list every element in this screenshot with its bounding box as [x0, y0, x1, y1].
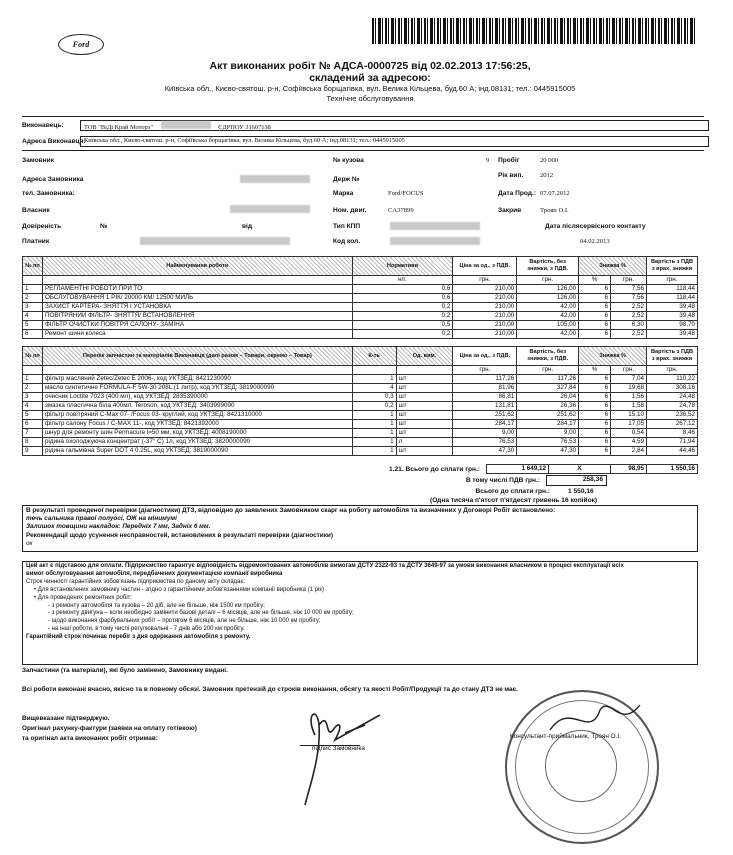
part-name: фільтр повітряний C-Max 07- /Focus 03- круглий, код УКТЗЕД: 8421310000: [42, 411, 352, 420]
part-sum: 76,53: [517, 438, 579, 447]
part-discount-pct: 6: [579, 402, 611, 411]
unit: %: [579, 366, 611, 375]
unit: грн.: [453, 276, 517, 285]
row-no: 2: [23, 294, 43, 303]
work-discount-sum: 7,56: [611, 285, 647, 294]
mileage-label: Пробіг: [498, 157, 520, 164]
body-no-value: 9: [486, 157, 490, 164]
warranty-line: Строк чинності гарантійних зобов'язань підприємства по даному акту складає:: [26, 578, 246, 585]
diag-intro: В результаті проведеної перевірки (діагностики) ДТЗ, відповідно до заявлених Замовником скарг на роботу автомобіля та визначених у Договорі Робіт встановлено:: [26, 507, 556, 514]
poa-from-label: від: [242, 223, 253, 230]
part-sum: 26,36: [517, 402, 579, 411]
part-price: 284,17: [453, 420, 517, 429]
part-total: 110,22: [647, 375, 698, 384]
works-col-name: Найменування роботи: [42, 257, 352, 276]
sale-date-label: Дата Прод.:: [498, 190, 537, 197]
unit: грн.: [647, 276, 698, 285]
row-no: 8: [23, 438, 43, 447]
act-address: Київська обл., Києво-святош. р-н, Софіївська борщагівка, вул. Велика Кільцева, буд.60 А; інд.08131; тел.: 0445915005: [164, 84, 576, 93]
work-norm: 0,2: [352, 330, 453, 339]
works-col-price: Ціна за од., з ПДВ.: [453, 257, 517, 276]
part-total: 71,94: [647, 438, 698, 447]
redacted: [390, 222, 480, 230]
part-sum: 251,62: [517, 411, 579, 420]
totals-row: [486, 464, 698, 474]
warranty-box: Цей акт є підставою для оплати. Підприємство гарантує відповідність відремонтованих автомобілів вимогам ДСТУ 2322-93 та ДСТУ 3649-97 за умови виконання власником в процесі експлуатації всіх вимог обслуговування автомобіля, передбачених документацією компанії виробника Строк чинності гарантійних зобов'язань підприємства по даному акту складає: • Для встановлених замовнику частин - згідно з гарантійними зобов'язаннями компанії виробника (1 рік) • Для проведених ремонтних робіт: - з ремонту автомобіля та кузова – 20 діб, але не більше, ніж 1500 км пробігу; - з ремонту двигуна – коли необхідно замінити базові деталі – 6 місяців, але не більше, ніж 10 000 км пробігу; - щодо виконання фарбувальних робіт – протягом 6 місяців, але не більше, ніж 10 000 км пробігу; - на інші роботи, в тому числі регулювальні - 7 днів або 200 км пробігу. Гарантійний строк починає перебіг з дня одержання автомобіля з ремонту.: [22, 561, 698, 665]
unit: грн.: [453, 366, 517, 375]
year-value: 2012: [540, 172, 554, 179]
executor-name: ТОВ "ВіДі Край Моторз": [84, 124, 153, 131]
part-name: очисник Loctite 7023 (400 мл), код УКТЗЕД: 2835390000: [42, 393, 352, 402]
part-price: 131,81: [453, 402, 517, 411]
work-discount-pct: 6: [579, 285, 611, 294]
work-total: 118,44: [647, 294, 698, 303]
unit: грн.: [517, 366, 579, 375]
act-title-line2: складений за адресою:: [309, 72, 431, 84]
works-col-discount: Знижка %: [579, 257, 647, 276]
act-title-line1: Акт виконаних робіт № АДСА-0000725 від 02.02.2013 17:56:25,: [209, 60, 531, 72]
work-discount-pct: 6: [579, 294, 611, 303]
gearbox-label: Тип КПП: [333, 223, 361, 230]
engine-no-label: Ном. двиг.: [333, 207, 367, 214]
works-col-sum: Вартість, без знижки, з ПДВ.: [517, 257, 579, 276]
work-sum: 126,00: [517, 294, 579, 303]
redacted: [161, 121, 211, 129]
work-name: ЗАХИСТ КАРТЕРА- ЗНЯТТЯ І УСТАНОВКА: [42, 303, 352, 312]
warranty-line: на інші роботи, в тому числі регулювальні - 7 днів або 200 км пробігу.: [51, 626, 245, 633]
part-qty: 1: [352, 447, 396, 456]
part-price: 86,81: [453, 393, 517, 402]
total-with-discount: 1 550,16: [647, 465, 698, 474]
part-unit: л: [396, 438, 453, 447]
table-row: [23, 429, 698, 438]
work-price: 210,00: [453, 294, 517, 303]
part-name: масло синтетичне FORMULA-F 5W-30 208L (1 литр), код УКТЗЕД: 3819000090: [42, 384, 352, 393]
executor-edrpou: ЄДРПОУ 31607138: [218, 124, 271, 131]
pay-value: 1 550,16: [568, 488, 594, 495]
table-row: [23, 411, 698, 420]
unit: грн.: [647, 366, 698, 375]
customer-label: Замовник: [22, 157, 55, 164]
payer-label: Платник: [22, 238, 50, 245]
total-x: X: [549, 465, 611, 474]
sale-date-value: 07.07.2012: [540, 190, 570, 197]
part-total: 44,46: [647, 447, 698, 456]
color-code-label: Код кол.: [333, 238, 361, 245]
vat-label: В тому числі ПДВ грн.:: [465, 477, 540, 484]
work-discount-pct: 6: [579, 303, 611, 312]
parts-col-sum: Вартість, без знижки, з ПДВ.: [517, 347, 579, 366]
parts-returned-note: Запчастини (та матеріали), які було замінено, Замовнику видані.: [22, 667, 228, 674]
redacted: [140, 237, 290, 245]
amount-in-words: (Одна тисяча п'ятсот п'ятдесят гривень 16 копійок): [430, 497, 598, 504]
part-name: змазка пластична біла 400мл. Teroson, код УКТЗЕД: 3403999090: [42, 402, 352, 411]
diag-brake-pads: Залишок товщини накладок: Передніх 7 мм, Задніх 6 мм.: [26, 523, 211, 531]
work-discount-pct: 6: [579, 312, 611, 321]
part-name: рідина охолоджуюча концентрат (-37° С) 1л, код УКТЗЕД: 3820000090: [42, 438, 352, 447]
work-discount-sum: 2,52: [611, 312, 647, 321]
customer-address-label: Адреса Замовника: [22, 176, 84, 183]
work-price: 210,00: [453, 312, 517, 321]
diag-finding: течь сальника правої полуосі, ОЖ на мінимумі: [26, 515, 177, 523]
work-total: 118,44: [647, 285, 698, 294]
work-discount-pct: 6: [579, 330, 611, 339]
parts-col-qty: К-ть: [352, 347, 396, 366]
part-discount-pct: 6: [579, 420, 611, 429]
make-label: Марка: [333, 190, 354, 197]
body-no-label: № кузова: [333, 157, 364, 164]
table-row: [23, 303, 698, 312]
work-norm: 0,2: [352, 312, 453, 321]
executor-label: Виконавець:: [22, 122, 64, 129]
part-price: 9,00: [453, 429, 517, 438]
unit: грн.: [611, 366, 647, 375]
table-row: [23, 447, 698, 456]
redacted: [240, 175, 310, 183]
warranty-line: з ремонту автомобіля та кузова – 20 діб, але не більше, ніж 1500 км пробігу;: [51, 602, 265, 609]
work-sum: 42,00: [517, 312, 579, 321]
work-name: ПОВІТРЯНИЙ ФІЛЬТР- ЗНЯТТЯ/ ВСТАНОВЛЕННЯ: [42, 312, 352, 321]
row-no: 1: [23, 285, 43, 294]
warranty-line: Гарантійний строк починає перебіг з дня одержання автомобіля з ремонту.: [26, 634, 251, 641]
part-qty: 0,2: [352, 402, 396, 411]
parts-col-price: Ціна за од., з ПДВ.: [453, 347, 517, 366]
table-row: [23, 375, 698, 384]
work-sum: 42,00: [517, 303, 579, 312]
part-qty: 1: [352, 411, 396, 420]
diag-recommendation-label: Рекомендації щодо усунення несправностей, встановлених в результаті перевірки (діагностики): [26, 531, 333, 539]
row-no: 5: [23, 411, 43, 420]
part-discount-pct: 6: [579, 429, 611, 438]
work-norm: 0,2: [352, 303, 453, 312]
table-row: [23, 402, 698, 411]
part-sum: 327,84: [517, 384, 579, 393]
works-col-no: № пп: [23, 257, 43, 276]
work-name: ОБСЛУГОВУВАННЯ 1 РІК/ 20000 КМ/ 12500 МИЛЬ: [42, 294, 352, 303]
part-discount-pct: 6: [579, 438, 611, 447]
parts-table: [22, 346, 698, 456]
part-qty: 1: [352, 420, 396, 429]
part-unit: шт: [396, 411, 453, 420]
row-no: 9: [23, 447, 43, 456]
executor-signature-caption: Консультант-приймальник, Троян О.І.: [510, 733, 621, 740]
part-discount-pct: 6: [579, 384, 611, 393]
row-no: 6: [23, 420, 43, 429]
executor-address-label: Адреса Виконавця:: [22, 138, 86, 145]
table-row: [23, 321, 698, 330]
part-discount-pct: 6: [579, 411, 611, 420]
work-total: 39,48: [647, 303, 698, 312]
work-discount-sum: 6,30: [611, 321, 647, 330]
closed-by-value: Троян О.І.: [540, 207, 569, 214]
row-no: 3: [23, 393, 43, 402]
row-no: 5: [23, 321, 43, 330]
part-unit: шт: [396, 429, 453, 438]
work-name: РЕГЛАМЕНТНІ РОБОТИ ПРИ ТО: [42, 285, 352, 294]
part-name: фільтр масляний Zetec/Zetec E 2006-, код УКТЗЕД: 8421230090: [42, 375, 352, 384]
ford-logo: Ford: [58, 34, 104, 55]
work-price: 210,00: [453, 321, 517, 330]
invoice-received-label: Оригінал рахунку-фактури (заявки на оплату готівкою): [22, 725, 197, 732]
divider: [22, 150, 704, 151]
part-discount-sum: 4,59: [611, 438, 647, 447]
row-no: 3: [23, 303, 43, 312]
year-label: Рік вип.: [498, 172, 524, 179]
part-name: фільтр салону Focus / C-MAX 11-, код УКТЗЕД: 8421392000: [42, 420, 352, 429]
warranty-line: Для проведених ремонтних робіт:: [37, 594, 133, 601]
mileage-value: 20 000: [540, 157, 559, 164]
work-norm: 0,6: [352, 285, 453, 294]
diag-recommendation: ок: [26, 539, 33, 547]
work-discount-pct: 6: [579, 321, 611, 330]
part-sum: 284,17: [517, 420, 579, 429]
part-qty: 1: [352, 375, 396, 384]
post-service-contact-value: 04.02.2013: [580, 238, 610, 245]
part-total: 267,12: [647, 420, 698, 429]
engine-no-value: CA37899: [388, 207, 414, 214]
row-no: 6: [23, 330, 43, 339]
owner-label: Власник: [22, 207, 50, 214]
act-received-label: та оригінал акта виконаних робіт отримав:: [22, 735, 158, 742]
warranty-line: Цей акт є підставою для оплати. Підприємство гарантує відповідність відремонтованих автомобілів вимогам ДСТУ 2322-93 та ДСТУ 3649-97 за умови виконання власником в процесі експлуатації всіх: [26, 563, 624, 569]
part-name: рідина гальмівна Super DOT 4 0.25L, код УКТЗЕД: 3819000090: [42, 447, 352, 456]
barcode: [372, 18, 697, 44]
poa-no-label: №: [100, 223, 108, 230]
unit: грн.: [517, 276, 579, 285]
part-sum: 47,30: [517, 447, 579, 456]
service-type: Технічне обслуговування: [326, 94, 414, 103]
part-sum: 117,26: [517, 375, 579, 384]
row-no: 1: [23, 375, 43, 384]
row-no: 4: [23, 402, 43, 411]
total-label: 1.21. Всього до сплати грн.:: [389, 466, 480, 473]
part-discount-sum: 19,68: [611, 384, 647, 393]
part-qty: 1: [352, 438, 396, 447]
work-sum: 105,00: [517, 321, 579, 330]
executor-name-field: [80, 120, 709, 131]
diagnostics-box: [22, 505, 698, 552]
table-row: [23, 438, 698, 447]
table-row: [23, 393, 698, 402]
work-sum: 126,00: [517, 285, 579, 294]
unit: н/г.: [352, 276, 453, 285]
work-discount-sum: 7,56: [611, 294, 647, 303]
work-discount-sum: 2,52: [611, 303, 647, 312]
part-price: 81,96: [453, 384, 517, 393]
work-total: 39,48: [647, 312, 698, 321]
part-discount-sum: 0,54: [611, 429, 647, 438]
parts-col-name: Перелік запчастин та матеріалів Виконавця (далі разом – Товари, окремо – Товар): [42, 347, 352, 366]
redacted: [230, 205, 310, 213]
work-total: 98,70: [647, 321, 698, 330]
table-row: [23, 330, 698, 339]
table-row: [23, 312, 698, 321]
part-discount-sum: 17,05: [611, 420, 647, 429]
work-accepted-note: Всі роботи виконані вчасно, якісно та в повному обсязі. Замовник претензій до строків виконання, обсягу та якості Робіт/Продукції та до стану ДТЗ не має.: [22, 686, 518, 693]
confirm-label: Вищевказане підтверджую.: [22, 715, 110, 722]
part-discount-sum: 15,10: [611, 411, 647, 420]
table-row: [23, 285, 698, 294]
part-unit: шт: [396, 402, 453, 411]
parts-col-unit: Од. вим.: [396, 347, 453, 366]
work-norm: 0,6: [352, 294, 453, 303]
works-col-norm: Нормативи: [352, 257, 453, 276]
part-unit: шт: [396, 420, 453, 429]
customer-phone-label: тел. Замовника:: [22, 190, 75, 197]
executor-address: Київська обл., Києво-святош. р-н, Софіївська борщагівка, вул. Велика Кільцева, буд.60 А; інд.08131; тел.: 0445915005: [80, 136, 709, 147]
works-col-total: Вартість з ПДВ з врах. знижки: [647, 257, 698, 276]
work-total: 39,48: [647, 330, 698, 339]
part-price: 251,62: [453, 411, 517, 420]
row-no: 7: [23, 429, 43, 438]
power-of-attorney-label: Довіреність: [22, 223, 62, 230]
work-name: ФІЛЬТР ОЧИСТКИ ПОВІТРЯ САЛОНУ- ЗАМІНА: [42, 321, 352, 330]
parts-col-no: № пп: [23, 347, 43, 366]
part-qty: 1: [352, 429, 396, 438]
part-discount-sum: 2,84: [611, 447, 647, 456]
part-name: шнур для ремонту шин Permacure l=50 мм, код УКТЗЕД: 4008190000: [42, 429, 352, 438]
table-row: [23, 384, 698, 393]
part-unit: шт: [396, 384, 453, 393]
total-sum: 1 649,12: [487, 465, 549, 474]
part-total: 308,16: [647, 384, 698, 393]
parts-col-discount: Знижка %: [579, 347, 647, 366]
part-discount-sum: 1,58: [611, 402, 647, 411]
reg-no-label: Держ №: [333, 176, 360, 183]
unit: грн.: [611, 276, 647, 285]
unit: %: [579, 276, 611, 285]
part-total: 236,52: [647, 411, 698, 420]
customer-signature-caption: підпис Замовника: [312, 745, 365, 752]
redacted: [390, 237, 480, 245]
part-discount-sum: 1,56: [611, 393, 647, 402]
part-unit: шт: [396, 447, 453, 456]
closed-by-label: Закрив: [498, 207, 522, 214]
part-total: 24,48: [647, 393, 698, 402]
part-unit: шт: [396, 375, 453, 384]
vat-value: 258,36: [546, 475, 607, 486]
part-discount-pct: 6: [579, 393, 611, 402]
part-discount-pct: 6: [579, 375, 611, 384]
row-no: 2: [23, 384, 43, 393]
part-qty: 0,3: [352, 393, 396, 402]
work-price: 210,00: [453, 330, 517, 339]
table-row: [23, 294, 698, 303]
works-table: [22, 256, 698, 339]
part-price: 117,26: [453, 375, 517, 384]
work-price: 210,00: [453, 303, 517, 312]
work-discount-sum: 2,52: [611, 330, 647, 339]
part-total: 8,46: [647, 429, 698, 438]
part-price: 76,53: [453, 438, 517, 447]
work-sum: 42,00: [517, 330, 579, 339]
part-unit: шт: [396, 393, 453, 402]
part-price: 47,30: [453, 447, 517, 456]
divider: [22, 116, 704, 117]
warranty-line: щодо виконання фарбувальних робіт – протягом 6 місяців, але не більше, ніж 10 000 км пробігу;: [51, 618, 321, 625]
part-discount-sum: 7,04: [611, 375, 647, 384]
total-discount: 98,95: [611, 465, 647, 474]
part-total: 24,78: [647, 402, 698, 411]
part-qty: 4: [352, 384, 396, 393]
work-price: 210,00: [453, 285, 517, 294]
parts-col-total: Вартість з ПДВ з врах. знижки: [647, 347, 698, 366]
make-value: Ford/FOCUS: [388, 190, 424, 197]
part-discount-pct: 6: [579, 447, 611, 456]
post-service-contact-label: Дата післясервісного контакту: [545, 223, 646, 230]
part-sum: 26,04: [517, 393, 579, 402]
warranty-line: з ремонту двигуна – коли необхідно замінити базові деталі – 6 місяців, але не більше, ніж 10 000 км пробігу;: [51, 610, 354, 617]
pay-label: Всього до сплати грн.:: [475, 488, 550, 495]
row-no: 4: [23, 312, 43, 321]
part-sum: 9,00: [517, 429, 579, 438]
table-row: [23, 420, 698, 429]
warranty-line: Для встановлених замовнику частин - згідно з гарантійними зобов'язаннями компанії виробника (1 рік): [37, 586, 324, 593]
work-name: Ремонт шини колеса: [42, 330, 352, 339]
warranty-line: вимог обслуговування автомобіля, передбачених документацією компанії виробника: [26, 570, 283, 577]
work-norm: 0,5: [352, 321, 453, 330]
